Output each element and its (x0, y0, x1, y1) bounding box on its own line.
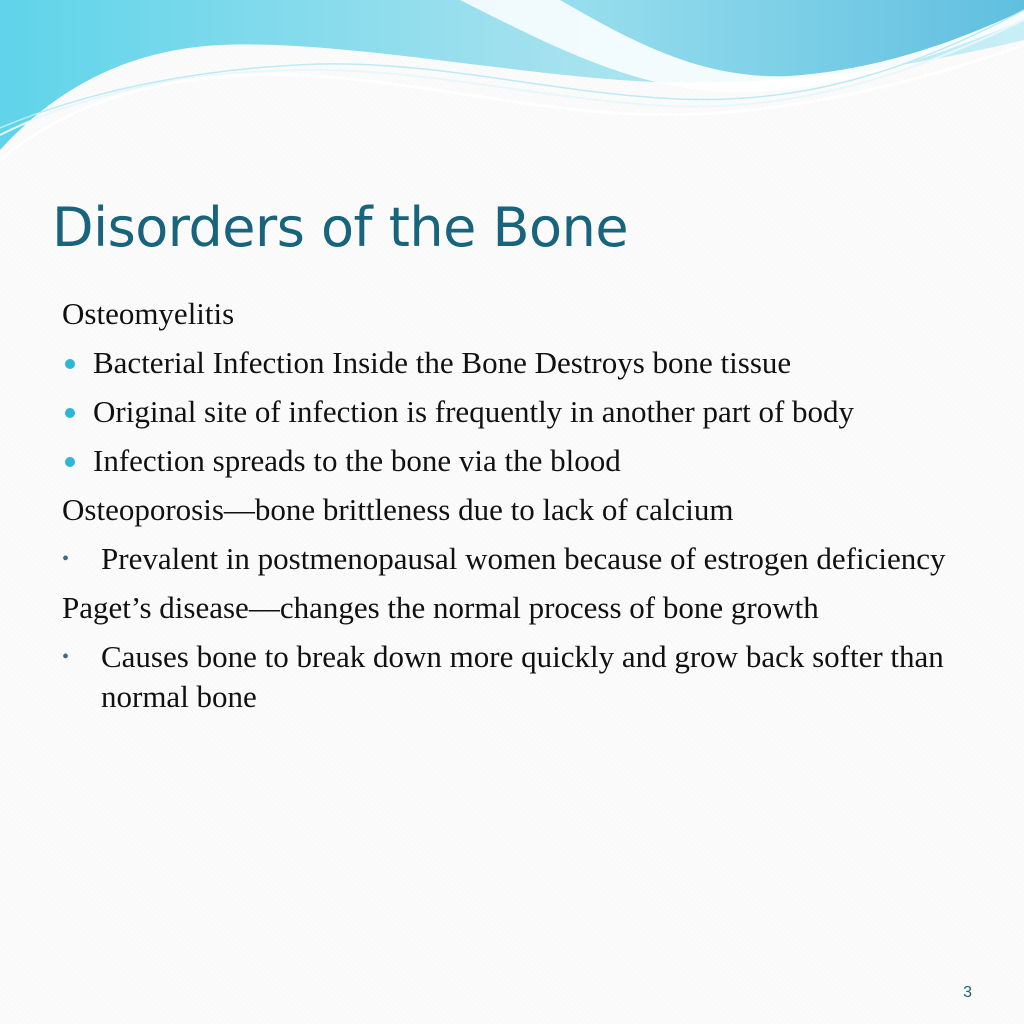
page-number: 3 (963, 984, 972, 1001)
slide-title: Disorders of the Bone (52, 196, 629, 259)
bullet-text: Causes bone to break down more quickly and grow back softer than normal bone (101, 639, 944, 714)
bullet-dot-icon (65, 408, 75, 418)
bullet-item (62, 343, 962, 383)
bullet-text: Infection spreads to the bone via the blood (93, 443, 621, 478)
section-heading-pagets-disease: Paget’s disease—changes the normal process of bone growth (62, 590, 819, 625)
sub-bullet-item (62, 539, 962, 579)
small-bullet-icon: • (62, 646, 70, 668)
bullet-dot-icon (65, 457, 75, 467)
small-bullet-icon: • (62, 548, 70, 570)
section-heading-osteoporosis: Osteoporosis—bone brittleness due to lack of calcium (62, 492, 734, 527)
bullet-text: Prevalent in postmenopausal women because of estrogen deficiency (101, 541, 946, 576)
bullet-item (62, 392, 962, 432)
header-wave-decoration (0, 0, 1024, 170)
section-heading-osteomyelitis: Osteomyelitis (62, 296, 235, 331)
slide-body (62, 294, 962, 726)
bullet-item (62, 441, 962, 481)
sub-bullet-item (62, 637, 962, 717)
bullet-text: Bacterial Infection Inside the Bone Destroys bone tissue (93, 345, 792, 380)
bullet-text: Original site of infection is frequently in another part of body (93, 394, 855, 429)
bullet-dot-icon (65, 359, 75, 369)
